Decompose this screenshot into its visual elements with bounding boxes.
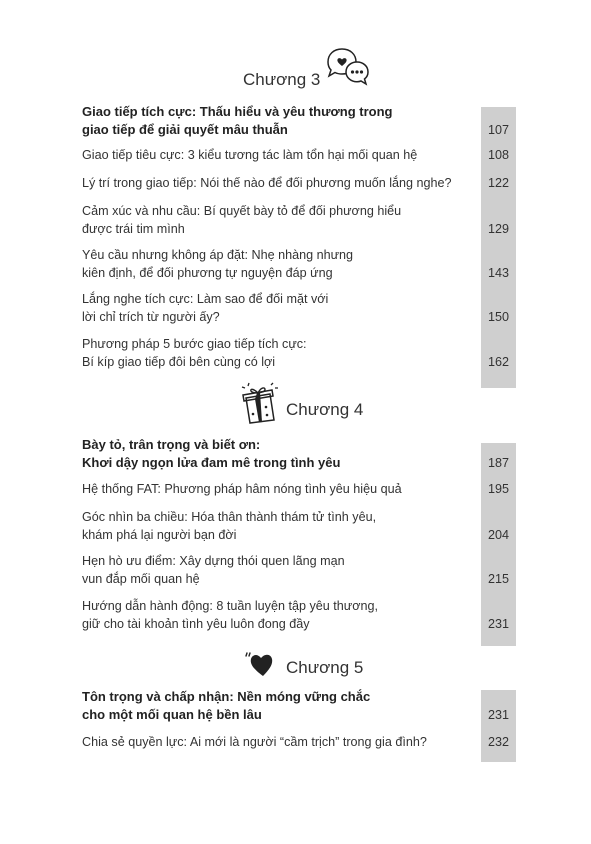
toc-entry [82, 146, 516, 164]
chapter-3-heading [243, 46, 370, 91]
toc-entry-title: Lý trí trong giao tiếp: Nói thế nào để đối phương muốn lắng nghe? [82, 176, 452, 190]
gift-box-icon [240, 382, 280, 429]
toc-entry-page: 195 [487, 482, 509, 496]
chapter-title: Chương 3 [243, 69, 321, 89]
toc-entry-page: 215 [487, 572, 509, 586]
toc-entry-page: 150 [487, 310, 509, 324]
toc-entry-page: 122 [487, 176, 509, 190]
toc-entry-page: 129 [487, 222, 509, 236]
toc-entry-title: Yêu cầu nhưng không áp đặt: Nhẹ nhàng nhưng kiên định, để đối phương tự nguyện đáp ứng [82, 248, 354, 280]
toc-entry-page: 187 [487, 456, 509, 470]
toc-entry-title: Hẹn hò ưu điểm: Xây dựng thói quen lãng mạn vun đắp mối quan hệ [82, 554, 345, 586]
toc-entry-page: 231 [487, 617, 509, 631]
toc-entry [82, 480, 516, 498]
toc-entry-title: Tôn trọng và chấp nhận: Nền móng vững chắc cho một mối quan hệ bền lâu [82, 689, 371, 722]
toc-entry-page: 162 [487, 355, 509, 369]
toc-entry-title: Hướng dẫn hành động: 8 tuần luyện tập yêu thương, giữ cho tài khoản tình yêu luôn đong đầy [82, 599, 378, 631]
toc-entry-title: Chia sẻ quyền lực: Ai mới là người “cầm trịch” trong gia đình? [82, 735, 427, 749]
chapter-title: Chương 5 [286, 657, 364, 677]
toc-entry [82, 436, 516, 472]
toc-entry [82, 335, 516, 371]
toc-entry [82, 290, 516, 326]
heart-icon [244, 650, 278, 683]
toc-entry-title: Giao tiếp tiêu cực: 3 kiểu tương tác làm tổn hại mối quan hệ [82, 148, 418, 162]
toc-entry-title: Phương pháp 5 bước giao tiếp tích cực: Bí kíp giao tiếp đôi bên cùng có lợi [82, 337, 307, 369]
toc-entry-page: 107 [487, 123, 509, 137]
toc-entry-title: Bày tỏ, trân trọng và biết ơn: Khơi dậy ngọn lửa đam mê trong tình yêu [82, 437, 341, 470]
toc-entry [82, 103, 516, 139]
toc-entry-page: 204 [487, 528, 509, 542]
toc-entry-page: 231 [487, 708, 509, 722]
chapter-4-heading [240, 382, 363, 429]
chapter-title: Chương 4 [286, 399, 364, 419]
toc-entry [82, 552, 516, 588]
toc-entry [82, 733, 516, 751]
toc-entry-page: 232 [487, 735, 509, 749]
toc-entry-title: Cảm xúc và nhu cầu: Bí quyết bày tỏ để đối phương hiểu được trái tim mình [82, 204, 402, 236]
toc-entry-title: Giao tiếp tích cực: Thấu hiểu và yêu thương trong giao tiếp để giải quyết mâu thuẫn [82, 104, 393, 137]
speech-bubbles-icon [324, 46, 370, 91]
toc-entry-page: 108 [487, 148, 509, 162]
toc-entry [82, 508, 516, 544]
toc-entry [82, 597, 516, 633]
toc-entry-title: Lắng nghe tích cực: Làm sao để đối mặt với lời chỉ trích từ người ấy? [82, 292, 329, 324]
toc-entry [82, 202, 516, 238]
toc-entry [82, 174, 516, 192]
toc-entry-title: Hệ thống FAT: Phương pháp hâm nóng tình yêu hiệu quả [82, 482, 402, 496]
toc-entry [82, 688, 516, 724]
toc-entry-page: 143 [487, 266, 509, 280]
toc-entry [82, 246, 516, 282]
toc-entry-title: Góc nhìn ba chiều: Hóa thân thành thám tử tình yêu, khám phá lại người bạn đời [82, 510, 377, 542]
chapter-5-heading [244, 650, 363, 683]
